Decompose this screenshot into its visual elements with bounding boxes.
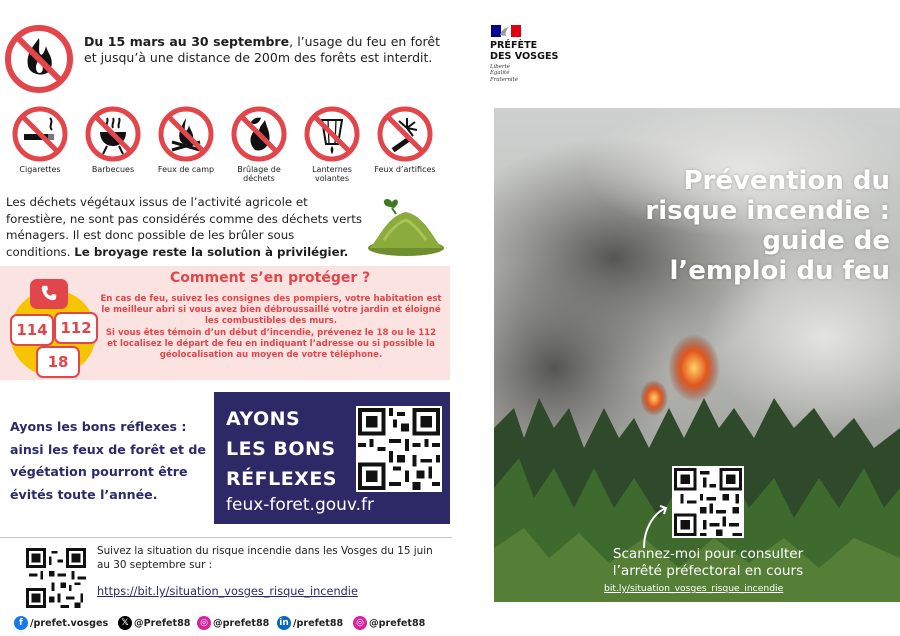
forbidden-activities	[8, 106, 448, 190]
divider	[0, 537, 452, 538]
social-handle: /prefet88	[293, 617, 344, 629]
emergency-number-112: 112	[54, 312, 98, 344]
situation-link[interactable]: https://bit.ly/situation_vosges_risque_incendie	[97, 585, 358, 598]
protection-advice: En cas de feu, suivez les consignes des pompiers, votre habitation est le meilleur abri si vous avez bien débroussaillé votre jardin et éloigné les combustibles des murs.	[100, 294, 442, 327]
facebook-icon: f	[14, 616, 28, 630]
phone-icon	[30, 279, 68, 309]
social-handle: @prefet88	[369, 617, 426, 629]
guide-title	[590, 166, 890, 286]
prefecture-line: PRÉFÈTE	[490, 40, 538, 51]
linkedin-icon: in	[277, 616, 291, 630]
forbidden-item	[81, 106, 145, 174]
guide-title-line: risque incendie :	[645, 196, 890, 226]
forbidden-item	[300, 106, 364, 183]
burning-waste-icon	[231, 106, 287, 162]
protection-text	[100, 294, 442, 361]
reflexes-message: Ayons les bons réflexes : ainsi les feux de forêt et de végétation pourront être évités toute l’année.	[10, 419, 206, 502]
protection-title: Comment s’en protéger ?	[170, 270, 371, 286]
sky-lantern-icon	[304, 106, 360, 162]
forbidden-label: Brûlage de déchets	[237, 165, 281, 183]
emergency-number-114: 114	[10, 314, 54, 346]
prefecture-line: DES VOSGES	[490, 51, 559, 62]
fire-ban-period: Du 15 mars au 30 septembre	[84, 34, 290, 49]
motto-line: Égalité	[490, 70, 510, 77]
prefecture-name	[490, 40, 558, 62]
reflexes-line: RÉFLEXES	[226, 468, 337, 490]
fire-ban-intro	[84, 34, 440, 66]
plant-waste-conclusion: Le broyage reste la solution à privilégier.	[74, 244, 349, 259]
forbidden-label: Feux d’artifices	[374, 165, 436, 174]
emergency-number-18: 18	[36, 346, 80, 378]
reflexes-box-title	[226, 404, 337, 494]
fireworks-icon	[377, 106, 433, 162]
scan-line: l’arrêté préfectoral en cours	[612, 563, 804, 579]
protection-witness: Si vous êtes témoin d’un début d’incendie, prévenez le 18 ou le 112 et localisez le départ de feu en indiquant l’adresse ou si possible la géolocalisation au moyen de votre téléphone.	[105, 327, 437, 361]
forbidden-item	[8, 106, 72, 174]
instagram-icon: ◎	[197, 616, 211, 630]
forbidden-item	[373, 106, 437, 174]
follow-situation-text: Suivez la situation du risque incendie dans les Vosges du 15 juin au 30 septembre sur :	[97, 545, 433, 571]
forbidden-item	[154, 106, 218, 174]
x-icon: 𝕏	[118, 616, 132, 630]
guide-title-line: Prévention du	[683, 166, 890, 196]
social-facebook[interactable]	[14, 616, 108, 630]
qr-code-situation[interactable]	[26, 548, 86, 608]
forbidden-label: Feux de camp	[157, 165, 215, 174]
scan-instruction	[594, 546, 822, 580]
plant-waste-paragraph	[6, 194, 362, 260]
forbidden-label: Lanternes volantes	[312, 165, 352, 183]
social-links	[14, 616, 454, 634]
forbidden-item	[227, 106, 291, 183]
scan-line: Scannez-moi pour consulter	[612, 546, 804, 562]
guide-title-line: guide de	[762, 226, 890, 256]
social-instagram[interactable]	[197, 616, 269, 630]
forbidden-label: Cigarettes	[19, 165, 61, 174]
reflexes-line: AYONS	[226, 408, 301, 430]
mulch-pile-icon	[366, 196, 446, 258]
social-handle: @prefet88	[213, 617, 270, 629]
plant-waste-text: Les déchets végétaux issus de l’activité agricole et forestière, ne sont pas considérés comme des déchets verts ménagers. Il est donc possible de les brûler sous conditions.	[6, 195, 362, 259]
social-handle: @Prefet88	[134, 617, 191, 629]
arrete-link[interactable]: bit.ly/situation_vosges_risque_incendie	[604, 583, 784, 594]
republic-motto	[490, 64, 518, 83]
guide-title-line: l’emploi du feu	[669, 256, 890, 286]
qr-code-feux-foret[interactable]	[356, 406, 442, 492]
social-handle: /prefet.vosges	[30, 617, 109, 629]
no-fire-icon	[4, 24, 74, 94]
reflexes-line: LES BONS	[226, 438, 336, 460]
campfire-icon	[158, 106, 214, 162]
motto-line: Fraternité	[490, 76, 519, 83]
qr-code-arrete[interactable]	[672, 466, 744, 538]
motto-line: Liberté	[490, 64, 510, 70]
instagram-icon: ◎	[353, 616, 367, 630]
social-linkedin[interactable]	[277, 616, 343, 630]
cigarette-icon	[12, 106, 68, 162]
social-x[interactable]	[118, 616, 190, 630]
barbecue-icon	[85, 106, 141, 162]
forbidden-label: Barbecues	[91, 165, 135, 174]
fire-ban-rest: , l’usage du feu en forêt et jusqu’à une distance de 200m des forêts est interdit.	[84, 34, 440, 65]
marianne-logo-icon	[491, 25, 521, 37]
social-instagram-2[interactable]	[353, 616, 425, 630]
feux-foret-url[interactable]: feux-foret.gouv.fr	[226, 495, 375, 515]
